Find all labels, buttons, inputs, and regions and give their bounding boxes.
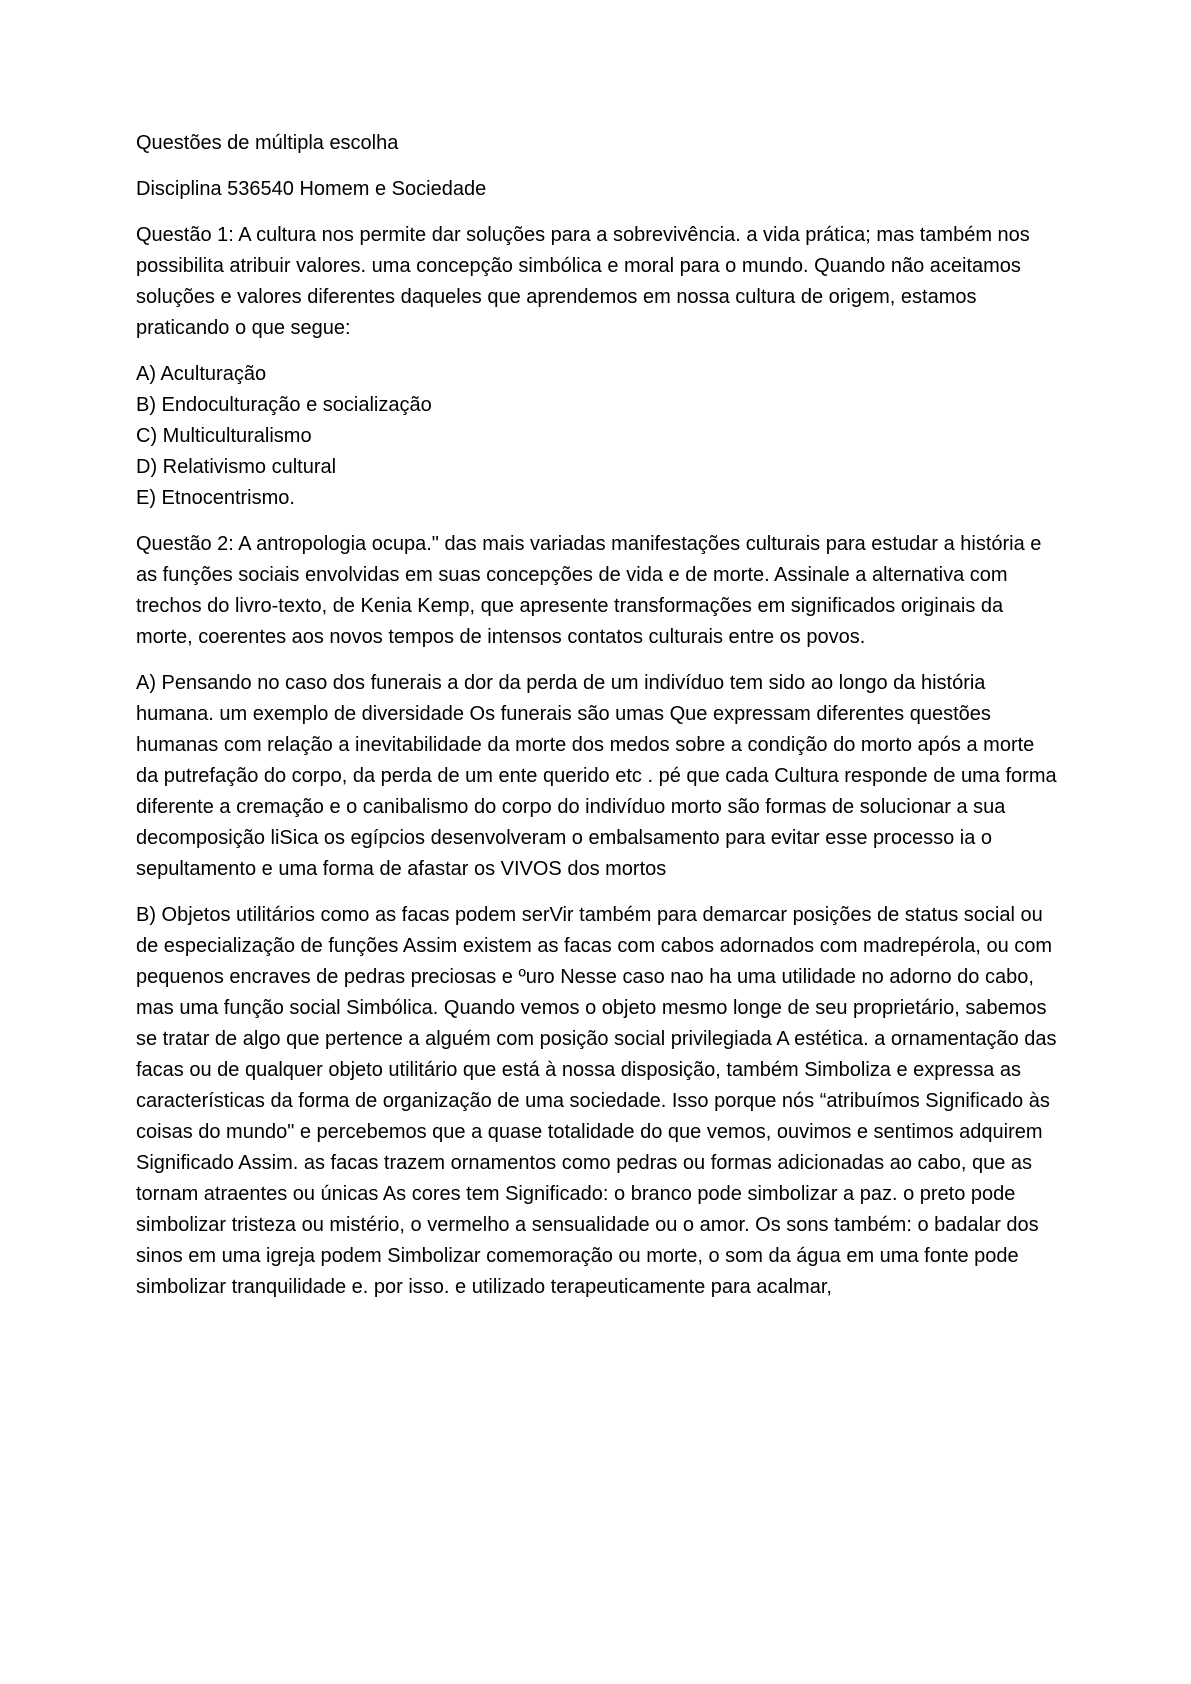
question-2-option-b: B) Objetos utilitários como as facas podem serVir também para demarcar posições de status social ou de especialização de funções Assim existem as facas com cabos adornados com madrepérola, ou com pequenos encraves de pedras preciosas e ºuro Nesse caso nao ha uma utilidade no adorno do cabo, mas uma função social Simbólica. Quando vemos o objeto mesmo longe de seu proprietário, sabemos se tratar de algo que pertence a alguém com posição social privilegiada A estética. a ornamentação das facas ou de qualquer objeto utilitário que está à nossa disposição, também Simboliza e expressa as características da forma de organização de uma sociedade. Isso porque nós “atribuímos Significado às coisas do mundo" e percebemos que a quase totalidade do que vemos, ouvimos e sentimos adquirem Significado Assim. as facas trazem ornamentos como pedras ou formas adicionadas ao cabo, que as tornam atraentes ou únicas As cores tem Significado: o branco pode simbolizar a paz. o preto pode simbolizar tristeza ou mistério, o vermelho a sensualidade ou o amor. Os sons também: o badalar dos sinos em uma igreja podem Simbolizar comemoração ou morte, o som da água em uma fonte pode simbolizar tranquilidade e. por isso. e utilizado terapeuticamente para acalmar, [136, 904, 1057, 1298]
question-2-prompt: Questão 2: A antropologia ocupa." das mais variadas manifestações culturais para estudar a história e as funções sociais envolvidas em suas concepções de vida e de morte. Assinale a alternativa com trechos do livro-texto, de Kenia Kemp, que apresente transformações em significados originais da morte, coerentes aos novos tempos de intensos contatos culturais entre os povos. [136, 533, 1042, 648]
document-content [136, 128, 1058, 1318]
document-title: Questões de múltipla escolha [136, 132, 399, 154]
question-2-option-a: A) Pensando no caso dos funerais a dor da perda de um indivíduo tem sido ao longo da história humana. um exemplo de diversidade Os funerais são umas Que expressam diferentes questões humanas com relação a inevitabilidade da morte dos medos sobre a condição do morto após a morte da putrefação do corpo, da perda de um ente querido etc . pé que cada Cultura responde de uma forma diferente a cremação e o canibalismo do corpo do indivíduo morto são formas de solucionar a sua decomposição liSica os egípcios desenvolveram o embalsamento para evitar esse processo ia o sepultamento e uma forma de afastar os VIVOS dos mortos [136, 672, 1057, 880]
question-1-options [136, 359, 1058, 514]
question-1-option-b: B) Endoculturação e socialização [136, 394, 432, 416]
discipline-line: Disciplina 536540 Homem e Sociedade [136, 178, 487, 200]
question-1-option-e: E) Etnocentrismo. [136, 487, 295, 509]
question-1-option-d: D) Relativismo cultural [136, 456, 337, 478]
question-1-option-a: A) Aculturação [136, 363, 267, 385]
question-1-option-c: C) Multiculturalismo [136, 425, 312, 447]
question-1-prompt: Questão 1: A cultura nos permite dar soluções para a sobrevivência. a vida prática; mas também nos possibilita atribuir valores. uma concepção simbólica e moral para o mundo. Quando não aceitamos soluções e valores diferentes daqueles que aprendemos em nossa cultura de origem, estamos praticando o que segue: [136, 224, 1030, 339]
